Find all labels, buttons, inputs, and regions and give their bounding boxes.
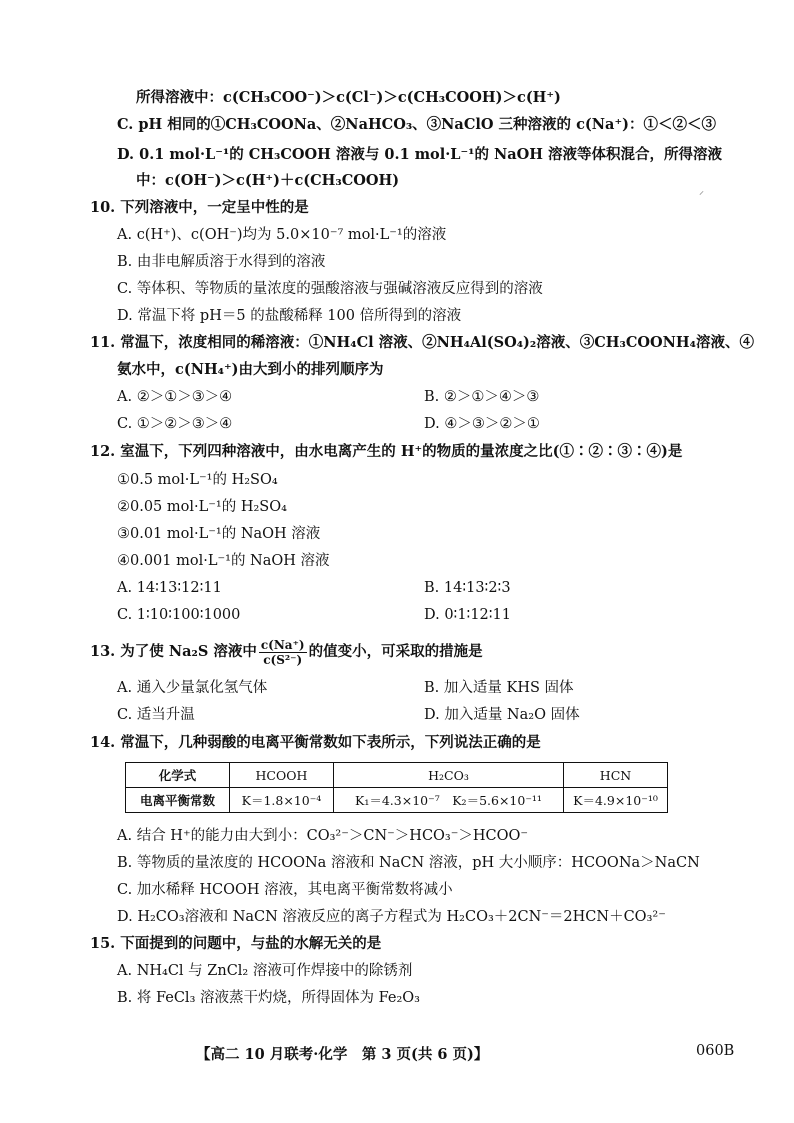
q13-fraction — [259, 638, 307, 667]
q10-option-d: D. 常温下将 pH＝5 的盐酸稀释 100 倍所得到的溶液 — [117, 308, 462, 324]
q13-option-b: B. 加入适量 KHS 固体 — [424, 680, 574, 696]
q10-option-c: C. 等体积、等物质的量浓度的强酸溶液与强碱溶液反应得到的溶液 — [117, 281, 543, 297]
q10-title: 10. 下列溶液中，一定呈中性的是 — [90, 199, 309, 216]
q14-option-b: B. 等物质的量浓度的 HCOONa 溶液和 NaCN 溶液，pH 大小顺序：HCOONa＞NaCN — [117, 855, 700, 871]
table-cell-hcn-k: K＝4.9×10⁻¹⁰ — [564, 788, 668, 813]
q12-option-d: D. 0∶1∶12∶11 — [424, 607, 511, 623]
table-header-formula: 化学式 — [126, 763, 230, 788]
q13-title — [90, 636, 483, 668]
cont-line-1: 所得溶液中：c(CH₃COO⁻)＞c(Cl⁻)＞c(CH₃COOH)＞c(H⁺) — [136, 89, 561, 106]
table-cell-hcooh-k: K＝1.8×10⁻⁴ — [229, 788, 333, 813]
q14-option-c: C. 加水稀释 HCOOH 溶液，其电离平衡常数将减小 — [117, 882, 453, 898]
table-cell-h2co3-k: K₁＝4.3×10⁻⁷ K₂＝5.6×10⁻¹¹ — [333, 788, 563, 813]
q12-solution-2: ②0.05 mol·L⁻¹的 H₂SO₄ — [117, 499, 287, 515]
table-row — [126, 788, 668, 813]
q15-title: 15. 下面提到的问题中，与盐的水解无关的是 — [90, 935, 382, 952]
q12-option-b: B. 14∶13∶2∶3 — [424, 580, 511, 596]
q13-fraction-denominator: c(S²⁻) — [263, 652, 303, 667]
q12-option-c: C. 1∶10∶100∶1000 — [117, 607, 241, 623]
q14-option-d: D. H₂CO₃溶液和 NaCN 溶液反应的离子方程式为 H₂CO₃＋2CN⁻＝2HCN＋CO₃²⁻ — [117, 909, 666, 925]
q11-option-d: D. ④＞③＞②＞① — [424, 416, 540, 432]
q10-option-a: A. c(H⁺)、c(OH⁻)均为 5.0×10⁻⁷ mol·L⁻¹的溶液 — [117, 227, 447, 243]
table-header-h2co3: H₂CO₃ — [333, 763, 563, 788]
page-footer: 【高二 10 月联考·化学 第 3 页(共 6 页)】 — [196, 1046, 489, 1063]
q11-title-line2: 氨水中，c(NH₄⁺)由大到小的排列顺序为 — [117, 361, 384, 378]
table-header-hcn: HCN — [564, 763, 668, 788]
cont-option-c: C. pH 相同的①CH₃COONa、②NaHCO₃、③NaClO 三种溶液的 c(Na⁺)：①＜②＜③ — [117, 116, 716, 133]
q11-title: 11. 常温下，浓度相同的稀溶液：①NH₄Cl 溶液、②NH₄Al(SO₄)₂溶液、③CH₃COONH₄溶液、④ — [90, 334, 754, 351]
q10-option-b: B. 由非电解质溶于水得到的溶液 — [117, 254, 326, 270]
q13-option-d: D. 加入适量 Na₂O 固体 — [424, 707, 580, 723]
q12-solution-1: ①0.5 mol·L⁻¹的 H₂SO₄ — [117, 472, 278, 488]
table-row — [126, 763, 668, 788]
q12-solution-3: ③0.01 mol·L⁻¹的 NaOH 溶液 — [117, 526, 321, 542]
q13-title-pre: 13. 为了使 Na₂S 溶液中 — [90, 643, 257, 660]
paper-code: 060B — [696, 1043, 735, 1059]
q11-option-a: A. ②＞①＞③＞④ — [117, 389, 233, 405]
stray-mark: ⸝ — [699, 186, 704, 197]
q12-title: 12. 室温下，下列四种溶液中，由水电离产生的 H⁺的物质的量浓度之比(①∶②∶③∶④)是 — [90, 443, 683, 460]
q14-title: 14. 常温下，几种弱酸的电离平衡常数如下表所示，下列说法正确的是 — [90, 734, 541, 751]
q12-option-a: A. 14∶13∶12∶11 — [117, 580, 222, 596]
table-header-hcooh: HCOOH — [229, 763, 333, 788]
q14-option-a: A. 结合 H⁺的能力由大到小：CO₃²⁻＞CN⁻＞HCO₃⁻＞HCOO⁻ — [117, 828, 529, 844]
cont-option-d-line2: 中：c(OH⁻)＞c(H⁺)＋c(CH₃COOH) — [136, 172, 400, 189]
cont-option-d: D. 0.1 mol·L⁻¹的 CH₃COOH 溶液与 0.1 mol·L⁻¹的 NaOH 溶液等体积混合，所得溶液 — [117, 146, 723, 163]
q13-title-post: 的值变小，可采取的措施是 — [308, 643, 483, 660]
q11-option-c: C. ①＞②＞③＞④ — [117, 416, 233, 432]
q13-option-a: A. 通入少量氯化氢气体 — [117, 680, 268, 696]
q13-fraction-numerator: c(Na⁺) — [260, 637, 305, 652]
q12-solution-4: ④0.001 mol·L⁻¹的 NaOH 溶液 — [117, 553, 330, 569]
ionization-constant-table — [125, 762, 668, 813]
q13-option-c: C. 适当升温 — [117, 707, 195, 723]
q15-option-b: B. 将 FeCl₃ 溶液蒸干灼烧，所得固体为 Fe₂O₃ — [117, 990, 420, 1006]
table-cell-constant-label: 电离平衡常数 — [126, 788, 230, 813]
q15-option-a: A. NH₄Cl 与 ZnCl₂ 溶液可作焊接中的除锈剂 — [117, 963, 413, 979]
q11-option-b: B. ②＞①＞④＞③ — [424, 389, 540, 405]
